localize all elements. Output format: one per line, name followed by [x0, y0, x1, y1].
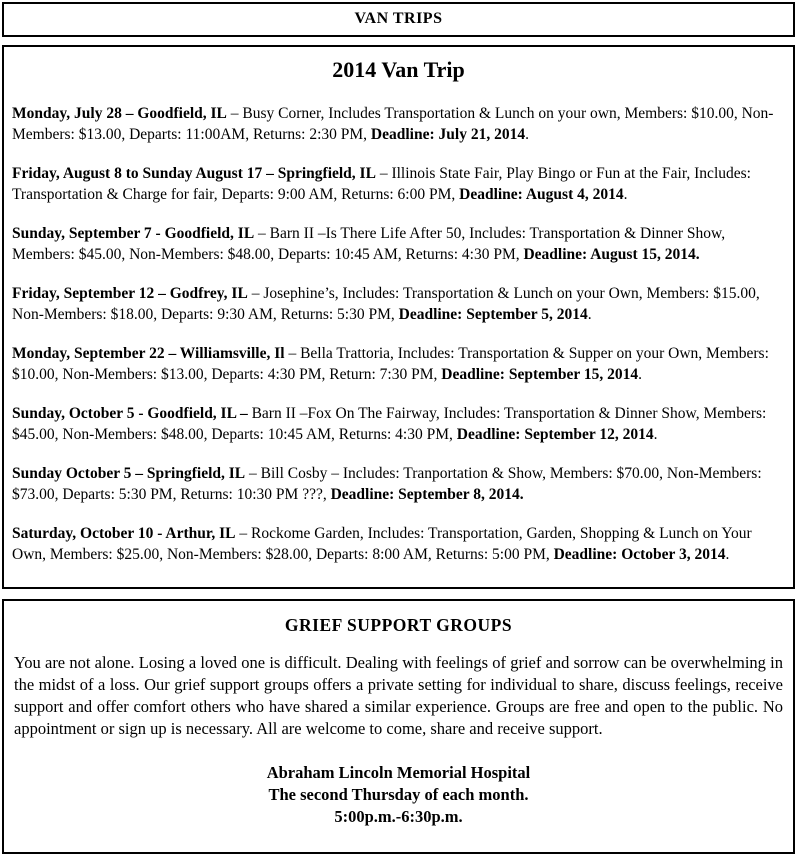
trip-tail: . [623, 186, 628, 203]
trip-deadline: Deadline: September 12, 2014 [456, 426, 654, 443]
trip-tail: . [525, 126, 529, 143]
trip-entry-springfield-fair [12, 163, 785, 205]
trip-entry-williamsville [12, 343, 785, 385]
trip-details: – Busy Corner, Includes Transportation & Lunch on your own, Members: $10.00, Non-Members: $13.00, Departs: 11:00AM, Returns: 2:30 PM, [12, 105, 774, 143]
section-title-2014-van-trip: 2014 Van Trip [332, 57, 465, 82]
trip-tail: . [587, 306, 592, 323]
grief-schedule-line: The second Thursday of each month. [268, 785, 529, 804]
van-trips-section [2, 45, 795, 589]
trip-lead: Friday, August 8 to Sunday August 17 – Springfield, IL [12, 165, 376, 182]
trip-tail: . [725, 546, 730, 563]
trip-deadline: Deadline: August 4, 2014 [459, 186, 624, 203]
grief-paragraph: You are not alone. Losing a loved one is difficult. Dealing with feelings of grief and sorrow can be overwhelming in the midst of a loss. Our grief support groups offers a private setting for individual to share, discuss feelings, receive support and offer comfort others who have shared a similar experience. Groups are free and open to the public. No appointment or sign up is necessary. All are welcome to come, share and receive support. [14, 653, 783, 738]
trip-entry-goodfield-barn2-sept [12, 223, 785, 265]
trip-details: – Barn II –Is There Life After 50, Includes: Transportation & Dinner Show, Members: $45.00, Non-Members: $48.00, Departs: 10:45 AM, Returns: 4:30 PM, [12, 225, 726, 263]
trip-deadline: Deadline: September 8, 2014. [330, 486, 524, 503]
trip-details: – Josephine’s, Includes: Transportation & Lunch on your Own, Members: $15.00, Non-Members: $18.00, Departs: 9:30 AM, Returns: 5:30 PM, [12, 285, 760, 323]
grief-hospital-line: Abraham Lincoln Memorial Hospital [266, 763, 531, 782]
trip-deadline: Deadline: August 15, 2014. [523, 246, 700, 263]
trip-details: Barn II –Fox On The Fairway, Includes: Transportation & Dinner Show, Members: $45.00, Non-Members: $48.00, Departs: 10:45 AM, Returns: 4:30 PM, [12, 405, 767, 443]
trip-details: – Bill Cosby – Includes: Tranportation & Show, Members: $70.00, Non-Members: $73.00, Departs: 5:30 PM, Returns: 10:30 PM ???, [12, 465, 762, 503]
trip-tail: . [638, 366, 643, 383]
trip-tail: . [653, 426, 658, 443]
trip-lead: Monday, September 22 – Williamsville, Il [12, 345, 285, 362]
trip-lead: Saturday, October 10 - Arthur, IL [12, 525, 236, 542]
trip-entry-goodfield-july [12, 103, 785, 145]
trip-entry-springfield-cosby [12, 463, 785, 505]
section-title-grief-support: GRIEF SUPPORT GROUPS [284, 615, 513, 635]
trip-lead: Monday, July 28 – Goodfield, IL [12, 105, 227, 122]
trip-lead: Sunday, September 7 - Goodfield, IL [12, 225, 255, 242]
page-title: VAN TRIPS [354, 10, 443, 27]
trip-entry-godfrey [12, 283, 785, 325]
grief-support-section [2, 599, 795, 854]
grief-time-line: 5:00p.m.-6:30p.m. [334, 807, 463, 826]
trip-deadline: Deadline: September 15, 2014 [441, 366, 639, 383]
trip-details: – Rockome Garden, Includes: Transportation, Garden, Shopping & Lunch on Your Own, Members: $25.00, Non-Members: $28.00, Departs: 8:00 AM, Returns: 5:00 PM, [12, 525, 752, 563]
trip-entry-goodfield-barn2-oct [12, 403, 785, 445]
trip-lead: Sunday October 5 – Springfield, IL [12, 465, 246, 482]
trip-deadline: Deadline: September 5, 2014 [398, 306, 588, 323]
van-trips-header-box [2, 2, 795, 37]
trip-deadline: Deadline: July 21, 2014 [370, 126, 526, 143]
trip-entry-arthur [12, 523, 785, 565]
trip-lead: Sunday, October 5 - Goodfield, IL – [12, 405, 248, 422]
trip-lead: Friday, September 12 – Godfrey, IL [12, 285, 248, 302]
trip-details: – Illinois State Fair, Play Bingo or Fun at the Fair, Includes: Transportation & Charge for fair, Departs: 9:00 AM, Returns: 6:00 PM, [12, 165, 751, 203]
trip-deadline: Deadline: October 3, 2014 [553, 546, 726, 563]
trip-details: – Bella Trattoria, Includes: Transportation & Supper on your Own, Members: $10.00, Non-Members: $13.00, Departs: 4:30 PM, Return: 7:30 PM, [12, 345, 769, 383]
